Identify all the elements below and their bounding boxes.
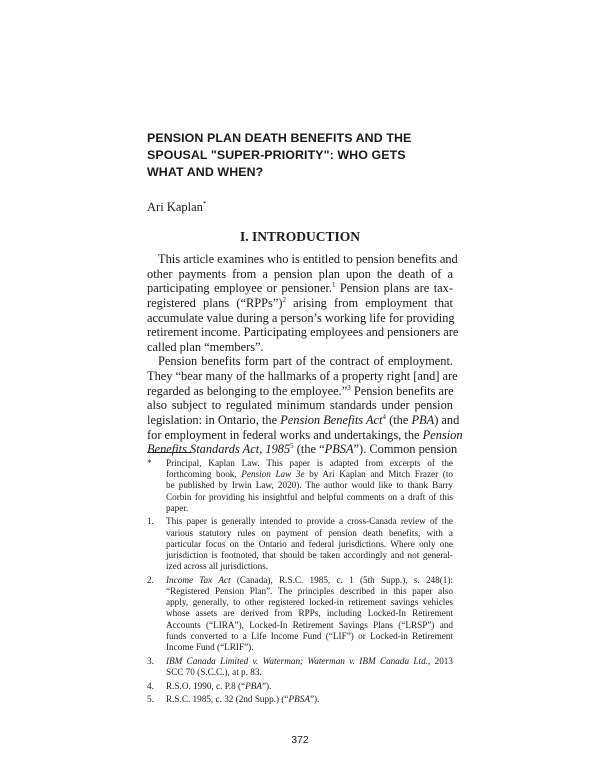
footnote-line: be published by Irwin Law, 2020). The author would like to thank Barry bbox=[166, 480, 453, 491]
footnote bbox=[147, 694, 453, 705]
author-footnote-mark: * bbox=[202, 199, 207, 208]
footnote-line: SCC 70 (S.C.C.), at p. 83. bbox=[166, 666, 262, 677]
footnote-line: jurisdiction is footnoted, that should be taken accordingly and not general- bbox=[166, 550, 453, 560]
body-line: participating employee or pensioner.$^1$ Pension plans are tax- bbox=[147, 281, 453, 296]
body-line: also subject to regulated minimum standards under pension bbox=[147, 398, 453, 413]
footnote-mark: 1. bbox=[147, 516, 154, 527]
footnote-line: R.S.O. 1990, c. P.8 (“PBA”). bbox=[166, 680, 272, 691]
footnote-line: This paper is generally intended to provide a cross-Canada review of the bbox=[166, 516, 453, 527]
title-line: WHAT AND WHEN? bbox=[147, 165, 264, 179]
body-line: other payments from a pension plan upon the death of a bbox=[147, 266, 453, 281]
footnote-ref: 3 bbox=[347, 383, 351, 392]
author-byline bbox=[147, 200, 206, 215]
footnote bbox=[147, 656, 453, 678]
title-line: SPOUSAL "SUPER-PRIORITY": WHO GETS bbox=[147, 148, 406, 162]
footnote-mark: * bbox=[147, 458, 152, 468]
body-line: This article examines who is entitled to pension benefits and bbox=[158, 252, 458, 266]
footnote-mark: 4. bbox=[147, 680, 154, 691]
body-line: accumulate value during a person’s working life for providing bbox=[147, 310, 455, 325]
footnote-line: IBM Canada Limited v. Waterman; Waterman v. IBM Canada Ltd., 2013 bbox=[166, 655, 453, 666]
footnote-line: Accounts (“LIRA”), Locked-In Retirement Savings Plans (“LRSP”) and bbox=[166, 619, 453, 630]
footnote-line: apply, generally, to other registered locked-in retirement savings vehicles bbox=[166, 597, 453, 608]
footnote bbox=[147, 458, 453, 514]
author-name: Ari Kaplan bbox=[147, 200, 203, 214]
footnote-line: funds converted to a Life Income Fund (“LIF”) or Locked-in Retirement bbox=[166, 630, 453, 641]
footnote-ref: 5 bbox=[290, 442, 294, 451]
footnote-ref: 4 bbox=[382, 412, 387, 421]
body-line: regarded as belonging to the employee.”$^3$ Pension benefits are bbox=[147, 383, 454, 398]
footnote-line: “Registered Pension Plan”. The principles described in this paper also bbox=[166, 586, 453, 597]
footnote-ref: 1 bbox=[331, 281, 336, 290]
body-line: for employment in federal works and undertakings, the Pension bbox=[147, 427, 463, 442]
section-heading: I. INTRODUCTION bbox=[239, 229, 361, 244]
body-text bbox=[147, 252, 463, 457]
footnote-mark: 5. bbox=[147, 694, 154, 705]
footnote-line: ized across all jurisdictions. bbox=[166, 561, 269, 572]
body-line: registered plans (“RPPs”)$^2$ arising from employment that bbox=[147, 295, 453, 310]
page-number: 372 bbox=[291, 734, 309, 746]
footnotes bbox=[147, 458, 453, 708]
body-line: called plan “members”. bbox=[147, 339, 264, 354]
footnote-line: paper. bbox=[166, 502, 189, 513]
footnote-line: R.S.C. 1985, c. 32 (2nd Supp.) (“PBSA”). bbox=[166, 694, 320, 705]
footnote-ref: 2 bbox=[282, 295, 286, 304]
footnote-mark: 2. bbox=[147, 574, 154, 585]
footnote bbox=[147, 681, 453, 692]
title-line: PENSION PLAN DEATH BENEFITS AND THE bbox=[147, 131, 412, 145]
footnote-line: whose assets are derived from RPPs, including Locked-In Retirement bbox=[166, 608, 453, 619]
body-line: Benefits Standards Act, 1985$^5$ (the “PBSA”). Common pension bbox=[147, 442, 458, 457]
footnote-separator bbox=[147, 452, 191, 453]
footnote-line: Principal, Kaplan Law. This paper is adapted from excerpts of the bbox=[166, 458, 453, 468]
body-line: legislation: in Ontario, the Pension Benefits Act$^4$ (the PBA) and bbox=[147, 412, 460, 428]
body-line: retirement income. Participating employees and pensioners are bbox=[147, 325, 459, 340]
footnote-line: Income Fund (“LRIF”). bbox=[166, 642, 254, 652]
footnote-line: particular focus on the Ontario and federal jurisdictions. Where only one bbox=[166, 538, 453, 549]
footnote bbox=[147, 575, 453, 653]
body-line: They “bear many of the hallmarks of a property right [and] are bbox=[147, 369, 458, 384]
footnote-line: various statutory rules on payment of pension death benefits, with a bbox=[166, 527, 453, 538]
article-title bbox=[147, 130, 467, 181]
footnote-line: forthcoming book, Pension Law 3e by Ari Kaplan and Mitch Frazer (to bbox=[166, 469, 453, 480]
footnote-line: Corbin for providing his insightful and helpful comments on a draft of this bbox=[166, 491, 453, 502]
body-line: Pension benefits form part of the contract of employment. bbox=[158, 354, 453, 369]
footnote-mark: 3. bbox=[147, 655, 154, 666]
footnote bbox=[147, 516, 453, 572]
footnote-line: Income Tax Act (Canada), R.S.C. 1985, c. 1 (5th Supp.), s. 248(1): bbox=[166, 574, 453, 585]
